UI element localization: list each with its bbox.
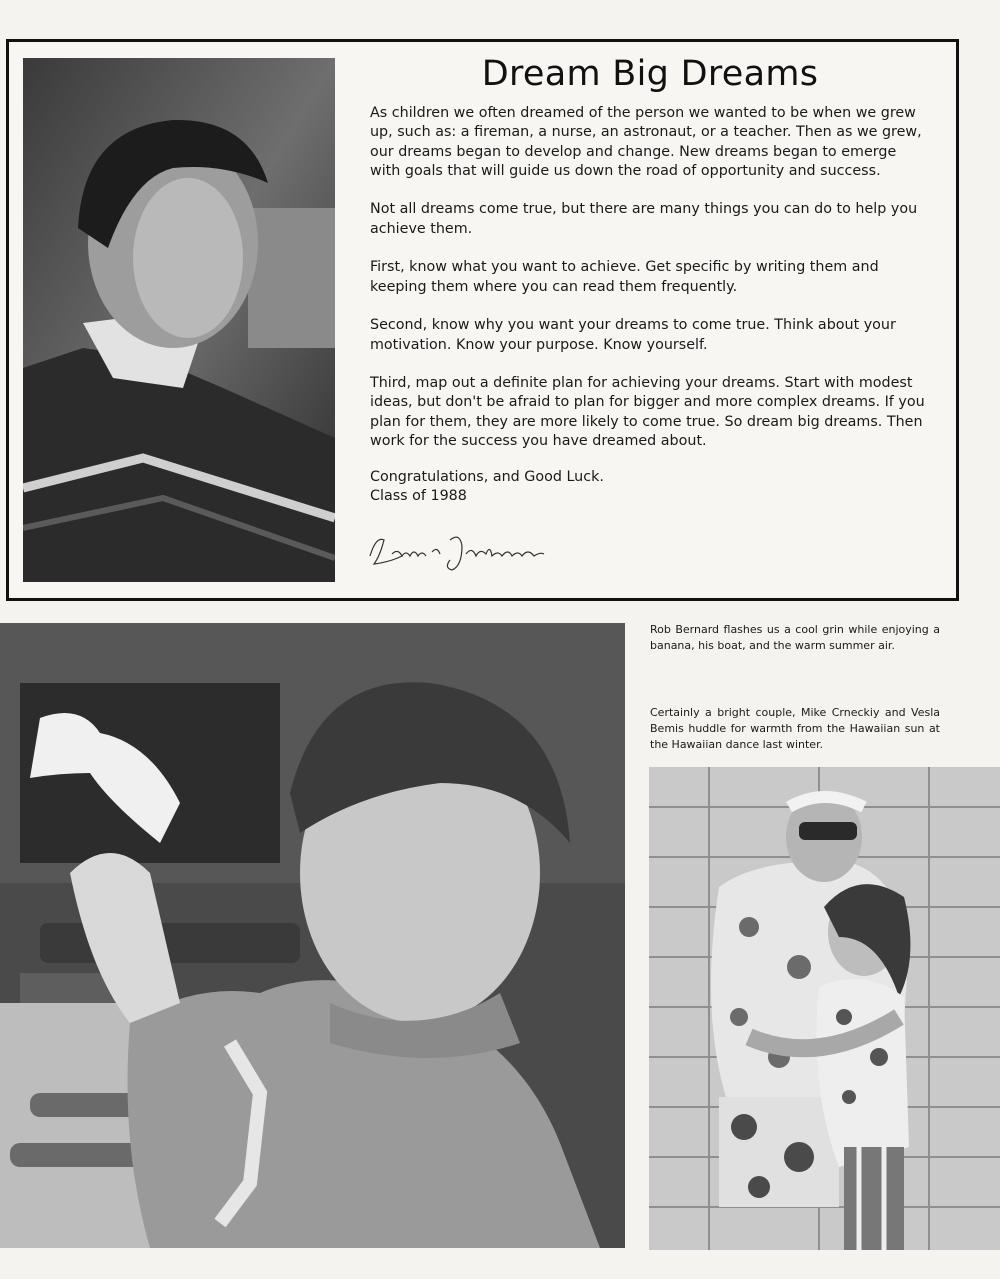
rob-bernard-photo xyxy=(0,623,625,1248)
closing-line: Congratulations, and Good Luck. xyxy=(370,469,604,485)
handwritten-signature xyxy=(362,526,552,576)
feature-title: Dream Big Dreams xyxy=(481,54,819,94)
feature-paragraph: First, know what you want to achieve. Get specific by writing them and keeping them where you can read them frequently. xyxy=(370,259,879,295)
author-portrait-photo xyxy=(23,58,335,582)
feature-body xyxy=(370,104,930,471)
feature-paragraph: Second, know why you want your dreams to come true. Think about your motivation. Know your purpose. Know yourself. xyxy=(370,317,896,353)
feature-paragraph: Third, map out a definite plan for achieving your dreams. Start with modest ideas, but don't be afraid to plan for bigger and more complex dreams. If you plan for them, they are more likely to come true. So dream big dreams. Then work for the success you have dreamed about. xyxy=(370,375,925,450)
feature-closing xyxy=(370,468,770,507)
feature-paragraph: As children we often dreamed of the person we wanted to be when we grew up, such as: a fireman, a nurse, an astronaut, or a teacher. Then as we grew, our dreams began to develop and change. New dreams began to emerge with goals that will guide us down the road of opportunity and success. xyxy=(370,105,922,179)
caption-couple: Certainly a bright couple, Mike Crneckiy and Vesla Bemis huddle for warmth from the Hawaiian sun at the Hawaiian dance last winter. xyxy=(650,706,940,751)
hawaiian-dance-couple-photo xyxy=(649,767,1000,1250)
feature-paragraph: Not all dreams come true, but there are many things you can do to help you achieve them. xyxy=(370,201,918,237)
class-line: Class of 1988 xyxy=(370,488,467,505)
caption-rob-bernard: Rob Bernard flashes us a cool grin while enjoying a banana, his boat, and the warm summer air. xyxy=(650,623,940,652)
